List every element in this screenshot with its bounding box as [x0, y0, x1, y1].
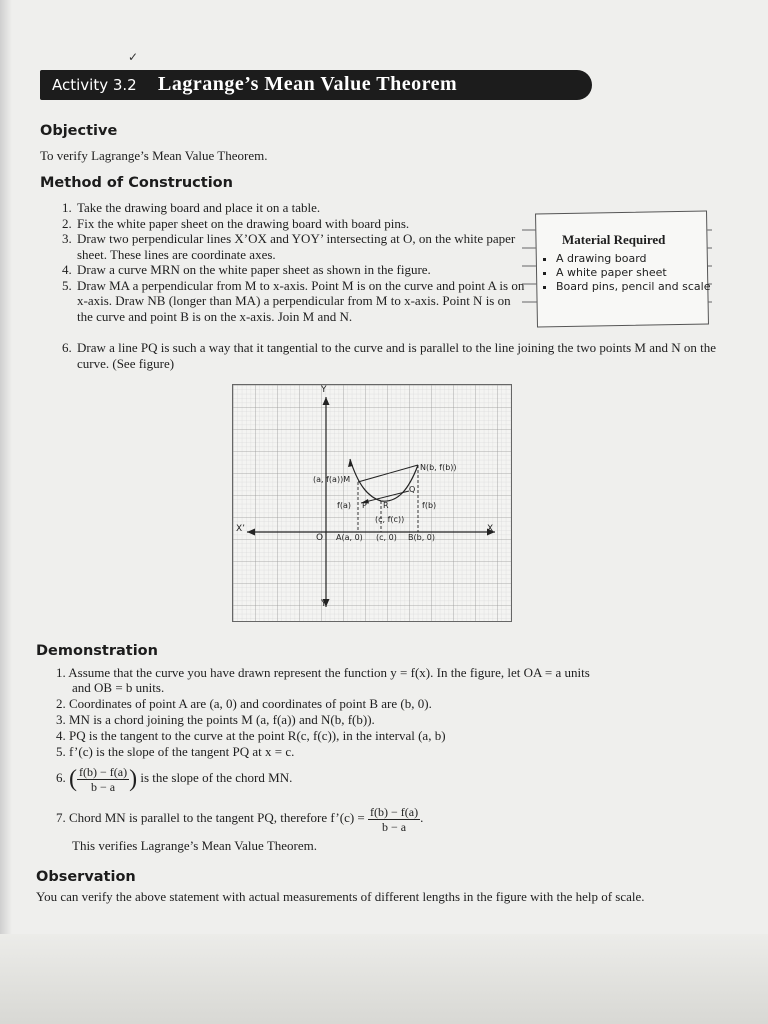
demo-step-1: 1. Assume that the curve you have drawn represent the function y = f(x). In the figure, let OA = a units [56, 665, 590, 680]
method-step: 4. Draw a curve MRN on the white paper sheet as shown in the figure. [75, 262, 525, 278]
graph-grid [233, 385, 511, 621]
label-q: Q [409, 485, 416, 494]
demo-step-5-text: f’(c) is the slope of the tangent PQ at x = c. [69, 744, 295, 759]
label-fb: f(b) [422, 501, 437, 510]
objective-heading: Objective [40, 123, 118, 139]
method-heading: Method of Construction [40, 175, 233, 191]
demo-step-7-text: Chord MN is parallel to the tangent PQ, therefore f’(c) = [69, 810, 365, 825]
top-check-mark: ✓ [128, 50, 139, 64]
label-b: B(b, 0) [408, 533, 435, 542]
material-item: ▪ A drawing board [556, 252, 710, 266]
mvt-figure [232, 384, 512, 622]
material-required-note [522, 208, 712, 326]
method-step: 1. Take the drawing board and place it on a table. [75, 200, 525, 216]
slope-fraction [77, 765, 129, 794]
demo-step-2-text: Coordinates of point A are (a, 0) and coordinates of point B are (b, 0). [69, 696, 432, 711]
demo-step-4-text: PQ is the tangent to the curve at the point R(c, f(c)), in the interval (a, b) [69, 728, 446, 743]
label-origin: O [316, 533, 324, 543]
graph-svg [233, 385, 511, 621]
label-r: R [383, 501, 389, 510]
demo-step-5: 5. f’(c) is the slope of the tangent PQ at x = c. [56, 744, 295, 759]
demo-step-7-end: . [420, 810, 424, 825]
label-p: P [362, 501, 367, 510]
demo-step-4: 4. PQ is the tangent to the curve at the point R(c, f(c)), in the interval (a, b) [56, 728, 446, 743]
objective-text: To verify Lagrange’s Mean Value Theorem. [40, 148, 268, 163]
demo-step-7: 7. Chord MN is parallel to the tangent PQ, therefore f’(c) = $\frac{f(b) - f(a)}{b - a}$ . [56, 804, 424, 834]
demo-step-1-text: Assume that the curve you have drawn represent the function y = f(x). In the figure, let OA = a units [68, 665, 590, 680]
material-item: ▪ Board pins, pencil and scale [556, 280, 710, 294]
method-step: 2. Fix the white paper sheet on the drawing board with board pins. [75, 216, 525, 232]
demo-conclusion: This verifies Lagrange’s Mean Value Theorem. [72, 838, 317, 853]
demo-step-6: 6. ( $\frac{f(b) - f(a)}{b - a}$ ) is the slope of the chord MN. [56, 764, 293, 794]
label-x-prime: X’ [236, 524, 246, 534]
material-list [542, 252, 710, 294]
method-step: 6. Draw a line PQ is such a way that it tangential to the curve and is parallel to the line joining the two points M and N on the curve. (See figure) [75, 340, 735, 371]
demonstration-heading: Demonstration [36, 643, 158, 659]
demo-step-3: 3. MN is a chord joining the points M (a, f(a)) and N(b, f(b)). [56, 712, 375, 727]
demo-step-1b: and OB = b units. [72, 680, 165, 695]
activity-header [40, 70, 592, 100]
label-a: A(a, 0) [336, 533, 363, 542]
label-x: X [487, 524, 494, 534]
demo-step-2: 2. Coordinates of point A are (a, 0) and coordinates of point B are (b, 0). [56, 696, 432, 711]
label-c: (c, f(c)) [375, 515, 405, 524]
label-n: N(b, f(b)) [420, 463, 457, 472]
method-steps-list [57, 200, 525, 324]
activity-title: Lagrange’s Mean Value Theorem [158, 73, 458, 95]
label-y-prime: Y’ [321, 599, 330, 609]
material-item: ▪ A white paper sheet [556, 266, 710, 280]
fraction-denominator: b − a [90, 779, 116, 794]
observation-text: You can verify the above statement with actual measurements of different lengths in the figure with the help of scale. [36, 889, 645, 904]
label-y: Y [321, 385, 327, 395]
label-c0: (c, 0) [376, 533, 397, 542]
fraction-denominator-7: b − a [382, 819, 407, 834]
fraction-numerator: f(b) − f(a) [79, 764, 128, 779]
label-fa: f(a) [337, 501, 351, 510]
method-step: 5. Draw MA a perpendicular from M to x-axis. Point M is on the curve and point A is on x-axis. Draw NB (longer than MA) a perpendicular from M to x-axis. Point N is on the curve and point B is on the x-axis. Join M and N. [75, 278, 525, 325]
method-step-6-list [57, 340, 735, 371]
observation-heading: Observation [36, 869, 136, 885]
slope-fraction-7 [368, 805, 420, 834]
material-title: Material Required [562, 232, 666, 247]
demo-step-6-text: is the slope of the chord MN. [140, 770, 293, 785]
method-step: 3. Draw two perpendicular lines X’OX and YOY’ intersecting at O, on the white paper sheet. These lines are coordinate axes. [75, 231, 525, 262]
fraction-numerator-7: f(b) − f(a) [370, 804, 419, 819]
label-m: (a, f(a))M [313, 475, 351, 484]
activity-number: Activity 3.2 [52, 76, 137, 94]
demo-step-3-text: MN is a chord joining the points M (a, f(a)) and N(b, f(b)). [69, 712, 375, 727]
